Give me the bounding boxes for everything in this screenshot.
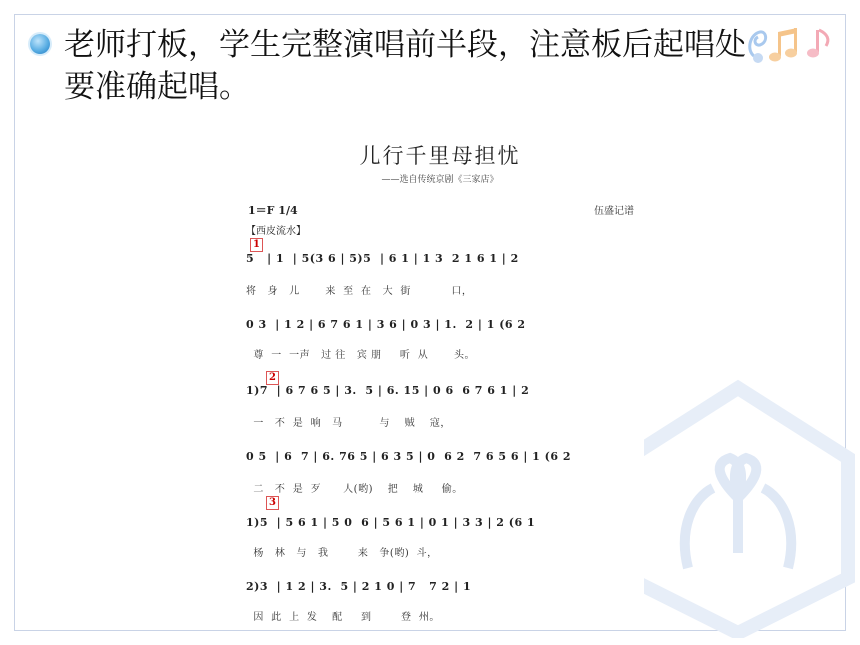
notation-row-3: 1)7 | 6 7 6 5 | 3. 5 | 6. 15 | 0 6 6 7 6 1 | 2 <box>246 384 530 397</box>
song-subtitle: ——选自传统京剧《三家店》 <box>381 175 499 185</box>
lyrics-row-1: 将 身 儿 来 至 在 大 街 口， <box>246 286 473 297</box>
notation-row-5: 1)5 | 5 6 1 | 5 0 6 | 5 6 1 | 0 1 | 3 3 | 2 (6 1 <box>246 516 536 529</box>
sheet-music-image <box>236 130 644 630</box>
song-title: 儿行千里母担忧 <box>359 144 521 168</box>
lyrics-row-2: 尊 一 一声 过 往 宾 朋 听 从 头。 <box>246 350 476 361</box>
lyrics-row-3: 一 不 是 响 马 与 贼 寇， <box>246 418 451 429</box>
instruction-text: 老师打板，学生完整演唱前半段，注意板后起唱处要准确起唱。 <box>64 27 746 105</box>
lyrics-row-4: 二 不 是 歹 人(哟) 把 城 偷。 <box>246 484 463 495</box>
key-signature: 1＝F 1/4 <box>248 204 298 217</box>
notation-row-1: 5 | 1 | 5(3 6 | 5)5 | 6 1 | 1 3 2 1 6 1 | 2 <box>246 252 519 265</box>
phrase-marker-3: 3 <box>266 496 279 510</box>
watermark-emblem-icon <box>618 378 858 638</box>
phrase-marker-2: 2 <box>266 371 279 385</box>
phrase-marker-1: 1 <box>250 238 263 252</box>
composer-credit: 伍盛记谱 <box>594 206 634 217</box>
bullet-icon <box>30 34 50 54</box>
notation-row-2: 0 3 | 1 2 | 6 7 6 1 | 3 6 | 0 3 | 1. 2 | 1 (6 2 <box>246 318 526 331</box>
notation-row-4: 0 5 | 6 7 | 6. 76 5 | 6 3 5 | 0 6 2 7 6 5 6 | 1 (6 2 <box>246 450 571 463</box>
style-label: 【西皮流水】 <box>246 226 306 237</box>
lyrics-row-6: 因 此 上 发 配 到 登 州。 <box>246 612 440 623</box>
music-notes-icon <box>744 22 840 68</box>
notation-row-6: 2)3 | 1 2 | 3. 5 | 2 1 0 | 7 7 2 | 1 <box>246 580 472 593</box>
lyrics-row-5: 杨 林 与 我 来 争(哟) 斗， <box>246 548 438 559</box>
